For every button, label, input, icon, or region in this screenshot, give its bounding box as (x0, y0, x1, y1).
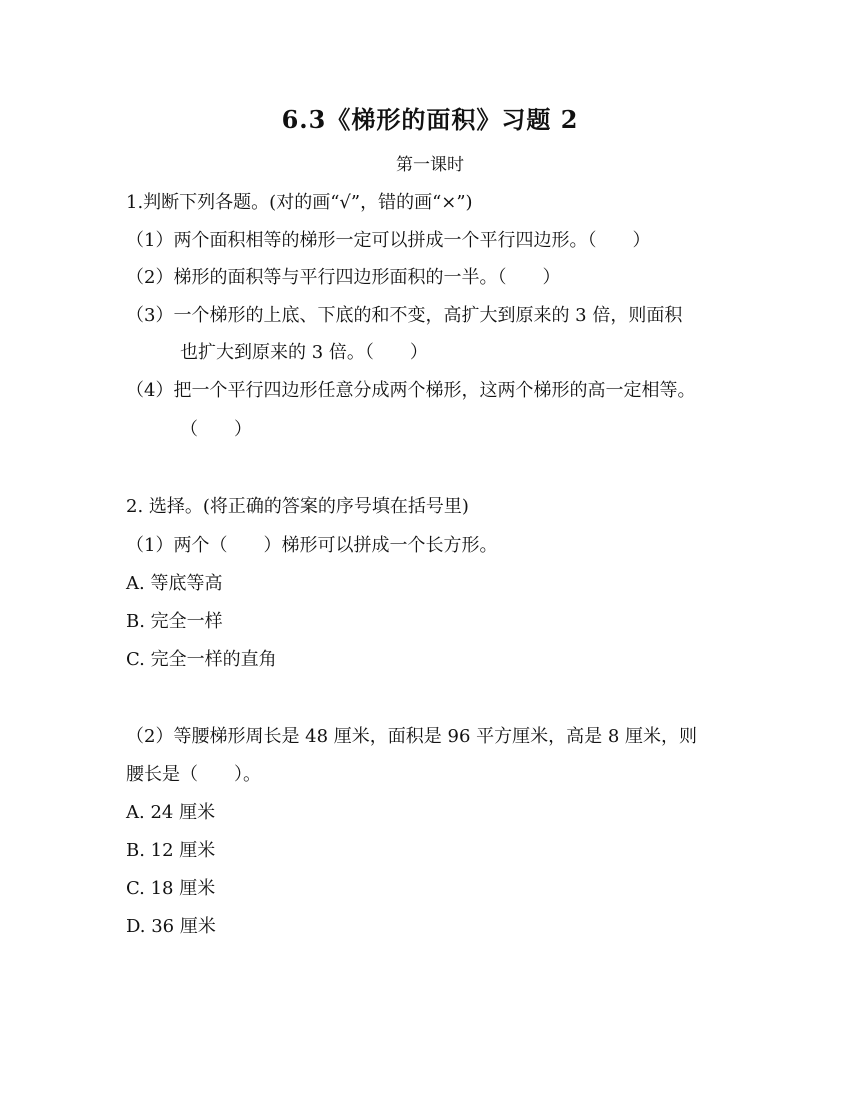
choice-q2-option-c: C. 18 厘米 (126, 878, 216, 899)
choice-q1-option-c: C. 完全一样的直角 (126, 649, 277, 670)
choice-q2-stem-line1: （2）等腰梯形周长是 48 厘米，面积是 96 平方厘米，高是 8 厘米，则 (126, 726, 698, 747)
judge-item-3-cont: 也扩大到原来的 3 倍。（ ） (180, 342, 428, 363)
choice-q2-option-b: B. 12 厘米 (126, 840, 216, 861)
judge-item-4: （4）把一个平行四边形任意分成两个梯形，这两个梯形的高一定相等。 (126, 380, 696, 401)
page-subtitle: 第一课时 (396, 155, 464, 175)
judge-item-2: （2）梯形的面积等与平行四边形面积的一半。（ ） (126, 267, 561, 288)
choice-q1-option-a: A. 等底等高 (126, 573, 223, 594)
choice-q2-stem-line2: 腰长是（ ）。 (126, 764, 261, 785)
choice-q1-stem: （1）两个（ ）梯形可以拼成一个长方形。 (126, 535, 498, 556)
judge-item-4-cont: （ ） (180, 419, 252, 440)
page-title: 6.3《梯形的面积》习题 2 (281, 105, 579, 134)
choice-q2-option-d: D. 36 厘米 (126, 916, 216, 937)
judge-item-1: （1）两个面积相等的梯形一定可以拼成一个平行四边形。（ ） (126, 230, 651, 251)
judge-item-3: （3）一个梯形的上底、下底的和不变，高扩大到原来的 3 倍，则面积 (126, 305, 683, 326)
choice-q2-option-a: A. 24 厘米 (126, 802, 216, 823)
section2-heading: 2. 选择。(将正确的答案的序号填在括号里) (126, 496, 469, 517)
choice-q1-option-b: B. 完全一样 (126, 611, 223, 632)
section1-heading: 1.判断下列各题。(对的画“√”，错的画“×”) (126, 192, 473, 213)
